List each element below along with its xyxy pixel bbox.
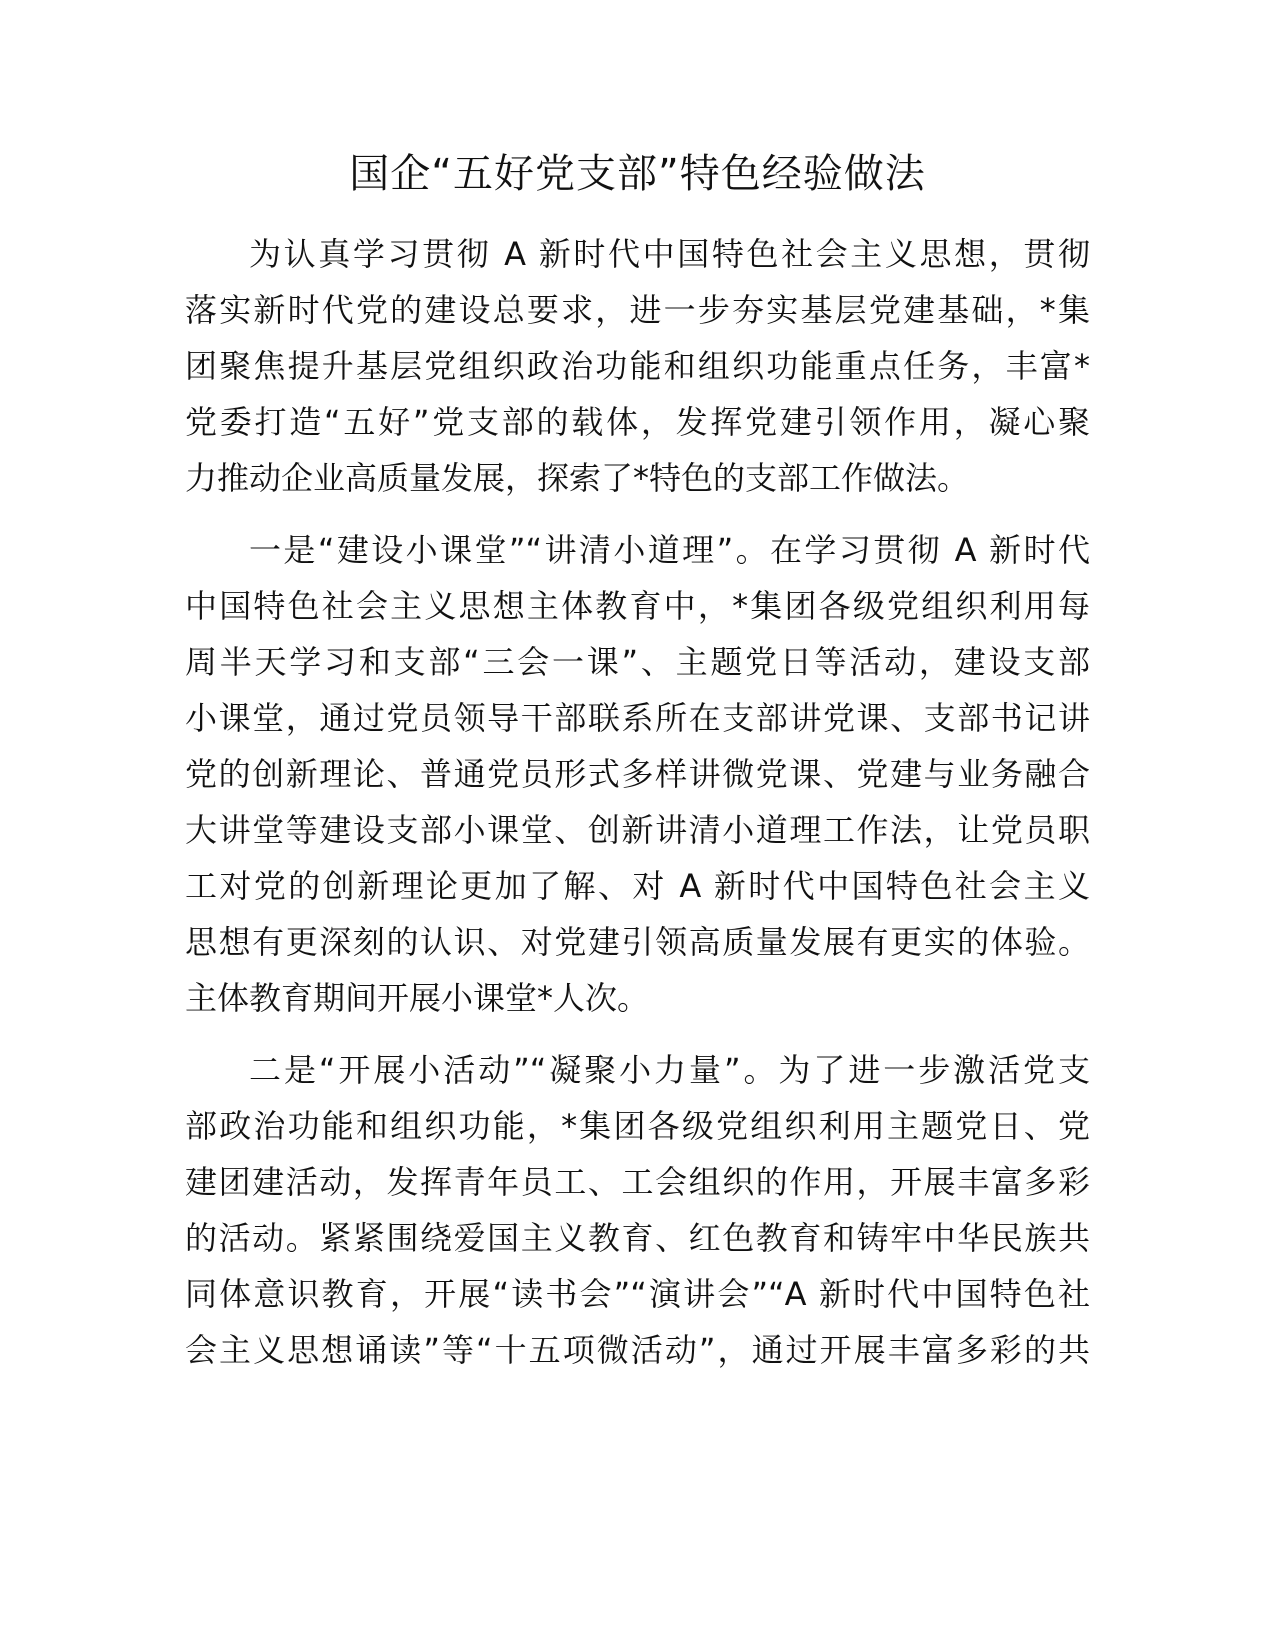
paragraph-line: 主体教育期间开展小课堂*人次。 [185,979,650,1017]
paragraph-line: 党的创新理论、普通党员形式多样讲微党课、党建与业务融合 [185,755,1090,793]
paragraph-line: 二是“开展小活动”“凝聚小力量”。为了进一步激活党支 [249,1051,1090,1089]
paragraph-line: 力推动企业高质量发展，探索了*特色的支部工作做法。 [185,459,970,497]
paragraph-line: 一是“建设小课堂”“讲清小道理”。在学习贯彻 A 新时代 [249,531,1090,569]
paragraph-line: 党委打造“五好”党支部的载体，发挥党建引领作用，凝心聚 [185,403,1090,441]
paragraph-line: 团聚焦提升基层党组织政治功能和组织功能重点任务，丰富* [185,347,1090,385]
paragraph-line: 同体意识教育，开展“读书会”“演讲会”“A 新时代中国特色社 [185,1275,1090,1313]
paragraph-line: 会主义思想诵读”等“十五项微活动”，通过开展丰富多彩的共 [185,1331,1090,1369]
paragraph-line: 建团建活动，发挥青年员工、工会组织的作用，开展丰富多彩 [185,1163,1090,1201]
document-body [185,226,1090,1394]
paragraph-line: 落实新时代党的建设总要求，进一步夯实基层党建基础，*集 [185,291,1090,329]
paragraph-point-one [185,522,1090,1026]
paragraph-intro [185,226,1090,506]
paragraph-line: 部政治功能和组织功能，*集团各级党组织利用主题党日、党 [185,1107,1090,1145]
paragraph-line: 工对党的创新理论更加了解、对 A 新时代中国特色社会主义 [185,867,1090,905]
paragraph-line: 周半天学习和支部“三会一课”、主题党日等活动，建设支部 [185,643,1090,681]
paragraph-line: 为认真学习贯彻 A 新时代中国特色社会主义思想，贯彻 [249,235,1090,273]
paragraph-point-two [185,1042,1090,1378]
paragraph-line: 的活动。紧紧围绕爱国主义教育、红色教育和铸牢中华民族共 [185,1219,1090,1257]
paragraph-line: 大讲堂等建设支部小课堂、创新讲清小道理工作法，让党员职 [185,811,1090,849]
paragraph-line: 中国特色社会主义思想主体教育中，*集团各级党组织利用每 [185,587,1090,625]
paragraph-line: 思想有更深刻的认识、对党建引领高质量发展有更实的体验。 [185,923,1090,961]
document-title: 国企“五好党支部”特色经验做法 [349,151,926,197]
paragraph-line: 小课堂，通过党员领导干部联系所在支部讲党课、支部书记讲 [185,699,1090,737]
